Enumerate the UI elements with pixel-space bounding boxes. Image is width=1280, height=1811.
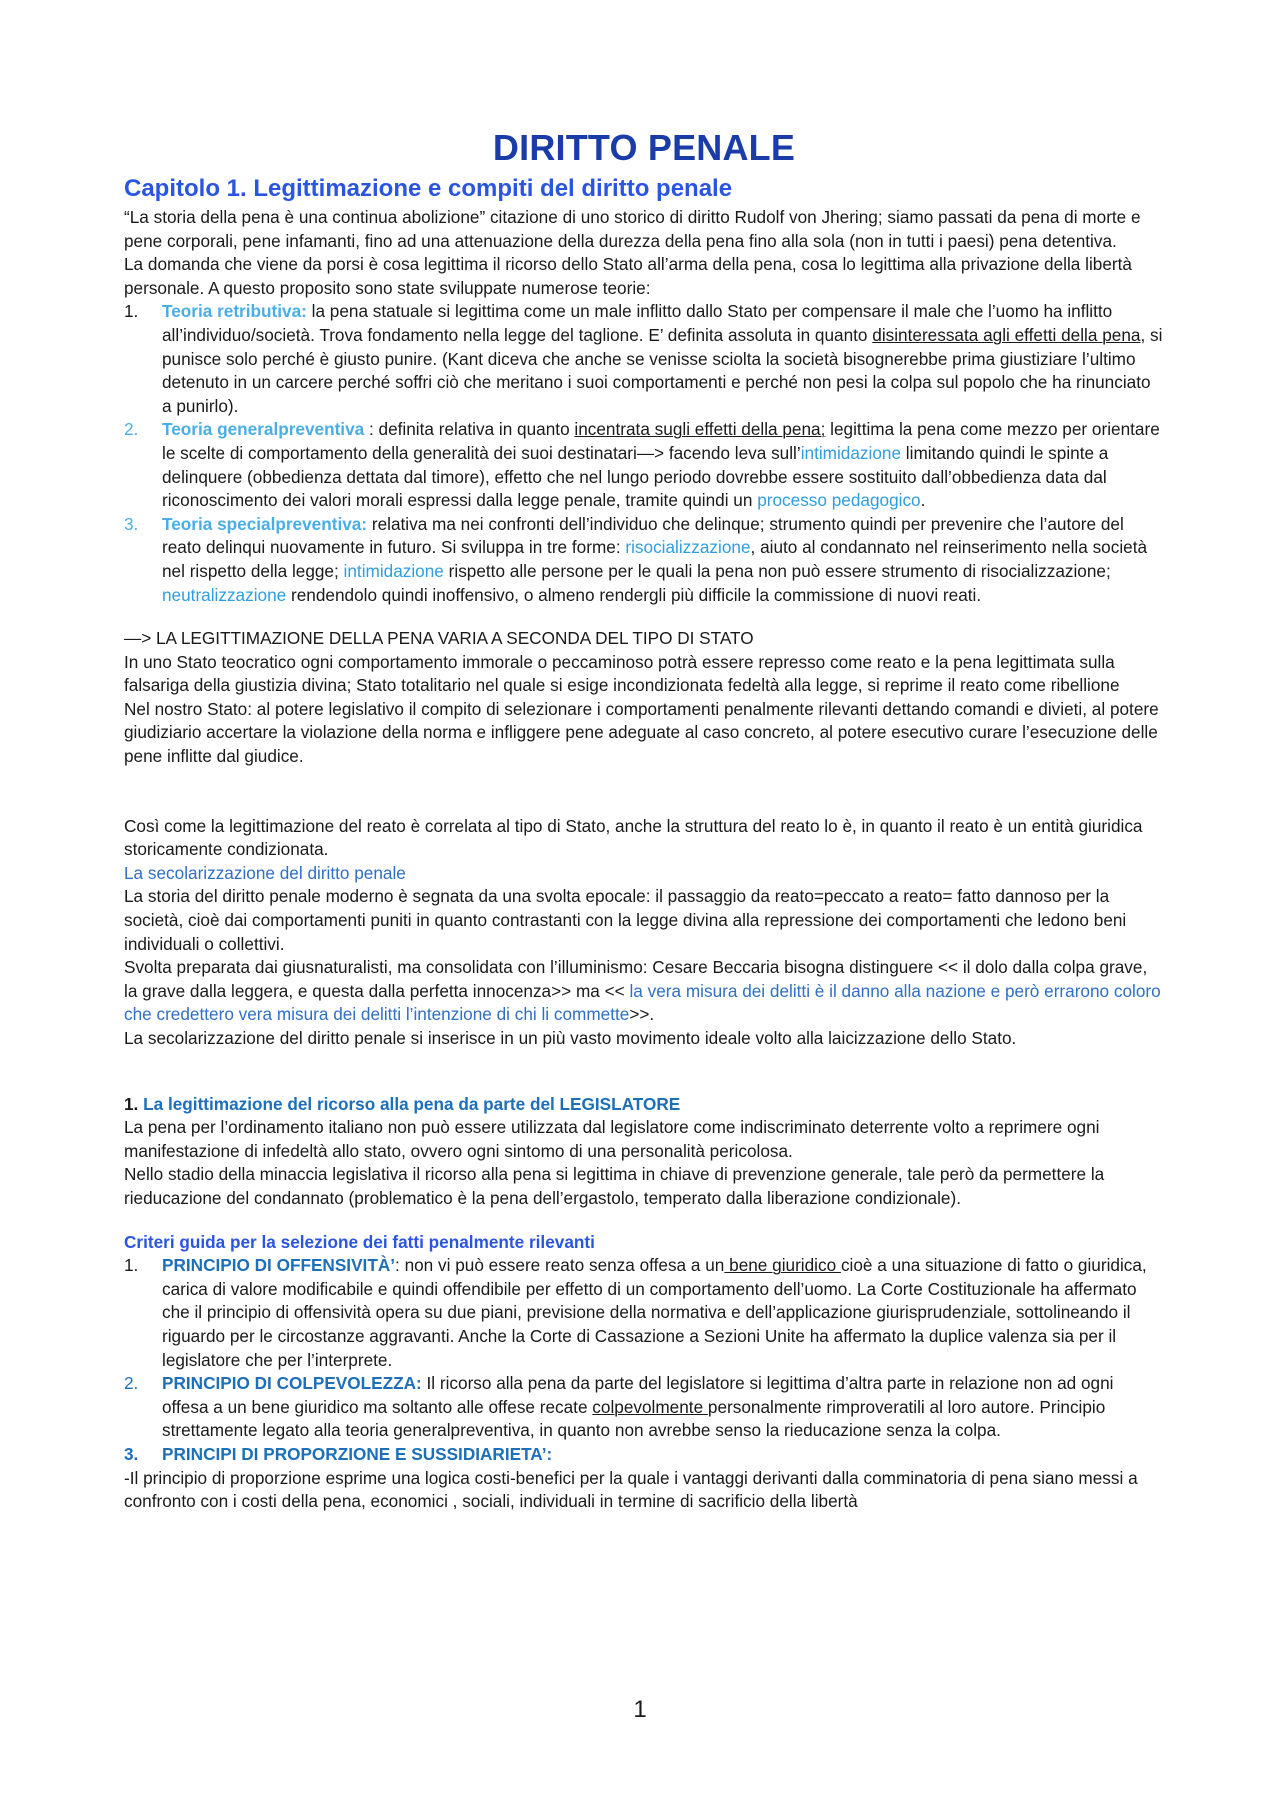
theory-text: : definita relativa in quanto [364, 419, 575, 440]
theory-text: la pena statuale si legittima come un male inflitto dallo Stato per compensare il male che l’uomo ha inflitto all’individuo/società. Trova fondamento nella legge del taglione. E’ definita assoluta in quanto [162, 301, 1113, 345]
reato-paragraph: Così come la legittimazione del reato è correlata al tipo di Stato, anche la struttura del reato lo è, in quanto il reato è un entità giuridica storicamente condizionata. [124, 815, 1143, 860]
theory-text: rendendolo quindi inoffensivo, o almeno rendergli più difficile la commissione di nuovi reati. [286, 584, 982, 605]
list-number: 1. [124, 1255, 139, 1276]
secularization-paragraph-1: La storia del diritto penale moderno è segnata da una svolta epocale: il passaggio da reato=peccato a reato= fatto dannoso per la società, cioè dai comportamenti puniti in quanto contrastanti con la legge divina alla repressione dei comportamenti che ledono beni individuali o collettivi. [124, 886, 1127, 954]
theory-name: Teoria generalpreventiva [162, 419, 365, 440]
theories-list [124, 300, 1164, 607]
secularization-heading: La secolarizzazione del diritto penale [124, 862, 406, 883]
page-number: 1 [633, 1696, 647, 1723]
keyword: neutralizzazione [162, 584, 287, 605]
theory-name: Teoria retributiva: [162, 301, 307, 322]
list-item [124, 1254, 1164, 1372]
list-number: 3. [124, 513, 139, 534]
quote-text: Svolta preparata dai giusnaturalisti, ma consolidata con l’illuminismo: Cesare Beccaria bisogna distinguere << il dolo dalla colpa grave, la grave dalla leggera, e questa dalla perfetta innocenza>> ma << [124, 957, 1148, 1001]
principle-text: : non vi può essere reato senza offesa a un [395, 1255, 725, 1276]
proportion-paragraph: -Il principio di proporzione esprime una logica costi-benefici per la quale i vantaggi derivanti dalla comminatoria di pena siano messi a confronto con i costi della pena, economici , sociali, individuali in termine di sacrificio della libertà [124, 1467, 1138, 1512]
chapter-heading: Capitolo 1. Legittimazione e compiti del diritto penale [124, 175, 733, 202]
list-item [124, 513, 1164, 607]
state-paragraph-1: In uno Stato teocratico ogni comportamento immorale o peccaminoso potrà essere represso come reato e la pena legittimata sulla falsariga della giustizia divina; Stato totalitario nel quale si esige incondizionata fedeltà alla legge, si reprime il reato come ribellione [124, 651, 1120, 696]
list-number: 2. [124, 419, 139, 440]
theory-name: Teoria specialpreventiva: [162, 513, 368, 534]
keyword: intimidazione [343, 560, 444, 581]
list-item [124, 300, 1164, 418]
principle-text: cioè a una situazione di fatto o giuridica, carica di valore modificabile e quindi offendibile per effetto di un comportamento dell’uomo. La Corte Costituzionale ha affermato che il principio di offensività opera su due piani, previsione della normativa e dell’applicazione giurisprudenziale, sottolineando il riguardo per le circostanze aggravanti. Anche la Corte di Cassazione a Sezioni Unite ha affermato la duplice valenza sia per il legislatore che per l’interprete. [162, 1255, 1147, 1370]
list-item [124, 1443, 1164, 1467]
criteria-heading: Criteri guida per la selezione dei fatti penalmente rilevanti [124, 1231, 595, 1252]
theory-text: . [920, 490, 926, 511]
document-title: DIRITTO PENALE [492, 127, 796, 168]
principle-name: PRINCIPI DI PROPORZIONE E SUSSIDIARIETA’: [162, 1443, 553, 1464]
principles-list [124, 1254, 1164, 1466]
principle-name: PRINCIPIO DI OFFENSIVITÀ’ [162, 1255, 396, 1276]
section-1-paragraph-2: Nello stadio della minaccia legislativa il ricorso alla pena si legittima in chiave di prevenzione generale, tale però da permettere la rieducazione del condannato (problematico è la pena dell’ergastolo, temperato dalla liberazione condizionale). [124, 1164, 1105, 1208]
theory-text: legittima la pena come mezzo per orientare le scelte di comportamento della generalità dei suoi destinatari—> facendo leva sull’ [162, 419, 1160, 463]
theory-text: , aiuto al condannato nel reinserimento nella società nel rispetto della legge; [162, 537, 1148, 581]
quote-text: >>. [629, 1004, 655, 1025]
section-number: 1. [124, 1093, 139, 1114]
document-page [124, 120, 1164, 1514]
theory-text: limitando quindi le spinte a delinquere (obbedienza dettata dal timore), effetto che nel lungo periodo dovrebbe essere sostituito dall’obbedienza data dal riconoscimento dei valori morali espressi dalla legge penale, tramite quindi un [162, 442, 1109, 511]
state-heading: —> LA LEGITTIMAZIONE DELLA PENA VARIA A SECONDA DEL TIPO DI STATO [124, 628, 754, 649]
principle-text: Il ricorso alla pena da parte del legislatore si legittima d’altra parte in relazione non ad ogni offesa a un bene giuridico ma soltanto alle offese recate [162, 1373, 1114, 1417]
intro-paragraph-2: La domanda che viene da porsi è cosa legittima il ricorso dello Stato all’arma della pena, cosa lo legittima alla privazione della libertà personale. A questo proposito sono state sviluppate numerose teorie: [124, 254, 1132, 298]
underlined-text: colpevolmente [592, 1396, 708, 1417]
beccaria-quote: la vera misura dei delitti è il danno alla nazione e però errarono coloro che credettero vera misura dei delitti l’intenzione di chi li commette [124, 980, 1161, 1025]
secularization-paragraph-3: La secolarizzazione del diritto penale si inserisce in un più vasto movimento ideale volto alla laicizzazione dello Stato. [124, 1028, 1017, 1048]
keyword: risocializzazione [625, 537, 751, 558]
underlined-text: bene giuridico [724, 1255, 841, 1276]
list-number: 3. [124, 1443, 139, 1464]
list-number: 2. [124, 1373, 139, 1394]
section-1-paragraph-1: La pena per l’ordinamento italiano non può essere utilizzata dal legislatore come indiscriminato deterrente volto a reprimere ogni manifestazione di infedeltà allo stato, ovvero ogni sintomo di una personalità pericolosa. [124, 1117, 1100, 1161]
keyword: processo pedagogico [757, 490, 921, 511]
list-number: 1. [124, 301, 139, 322]
state-paragraph-2: Nel nostro Stato: al potere legislativo il compito di selezionare i comportamenti penalmente rilevanti dettando comandi e divieti, al potere giudiziario accertare la violazione della norma e infliggere pene adeguate al caso concreto, al potere esecutivo curare l’esecuzione delle pene inflitte dal giudice. [124, 698, 1159, 767]
underlined-text: disinteressata agli effetti della pena [872, 324, 1141, 345]
intro-paragraph-1: “La storia della pena è una continua abolizione” citazione di uno storico di diritto Rudolf von Jhering; siamo passati da pena di morte e pene corporali, pene infamanti, fino ad una attenuazione della durezza della pena fino alla sola (non in tutti i paesi) pena detentiva. [124, 207, 1141, 251]
list-item [124, 1372, 1164, 1443]
theory-text: rispetto alle persone per le quali la pena non può essere strumento di risocializzazione; [443, 560, 1111, 581]
principle-name: PRINCIPIO DI COLPEVOLEZZA: [162, 1373, 422, 1394]
principle-text: personalmente rimproveratili al loro autore. Principio strettamente legato alla teoria generalpreventiva, in quanto non avrebbe senso la rieducazione senza la colpa. [162, 1396, 1106, 1441]
list-item [124, 418, 1164, 512]
section-title: La legittimazione del ricorso alla pena da parte del LEGISLATORE [143, 1093, 681, 1114]
theory-text: , si punisce solo perché è giusto punire. (Kant diceva che anche se venisse sciolta la società bisognerebbe prima giustiziare l’ultimo detenuto in un carcere perché soffri ciò che meritano i suoi comportamenti e perché non pesi la colpa sul popolo che ha rinunciato a punirlo). [162, 324, 1163, 416]
section-1-heading [124, 1093, 1164, 1117]
theory-text: relativa ma nei confronti dell’individuo che delinque; strumento quindi per prevenire che l’autore del reato delinqui nuovamente in futuro. Si sviluppa in tre forme: [162, 513, 1124, 558]
keyword: intimidazione [800, 442, 902, 463]
secularization-paragraph-2 [124, 956, 1164, 1027]
underlined-text: incentrata sugli effetti della pena; [574, 419, 826, 440]
